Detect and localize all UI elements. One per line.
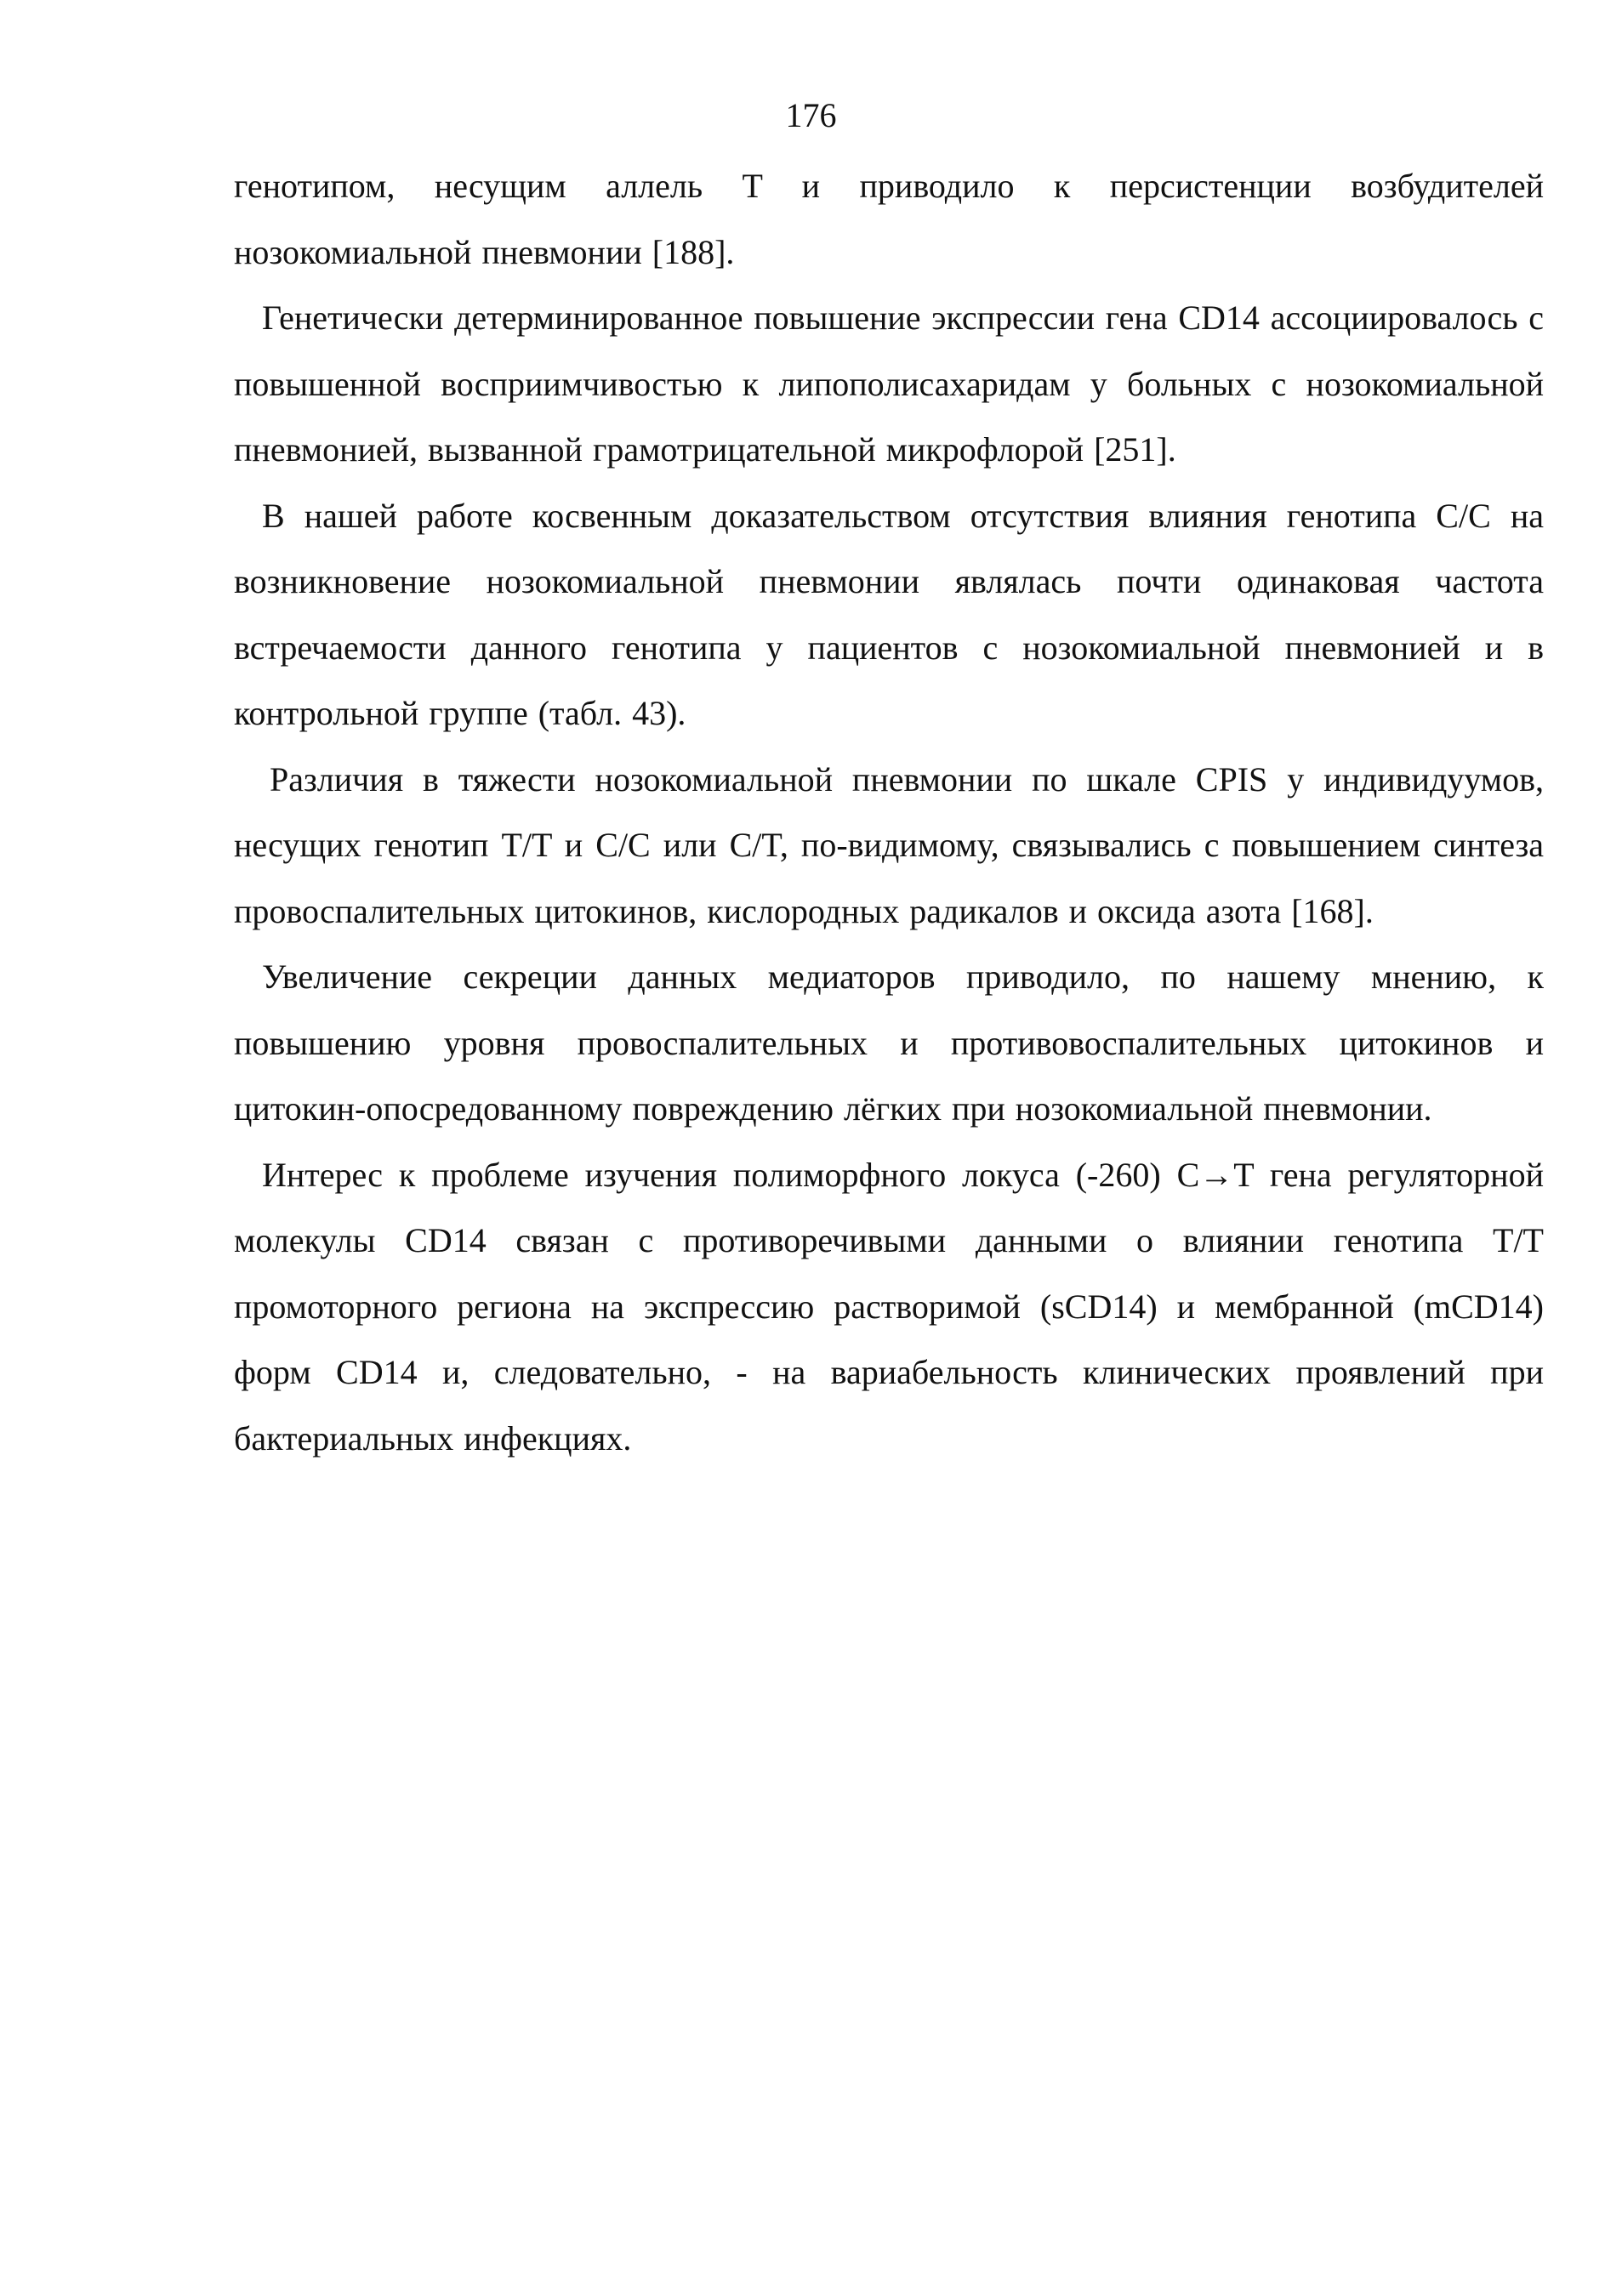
paragraph-mediators: Увеличение секреции данных медиаторов приводило, по нашему мнению, к повышению уровня провоспалительных и противовоспалительных цитокинов и цитокин-опосредованному повреждению лёгких при нозокомиальной пневмонии. bbox=[234, 958, 1544, 1128]
paragraph-cc-genotype: В нашей работе косвенным доказательством отсутствия влияния генотипа C/C на возникновение нозокомиальной пневмонии являлась почти одинаковая частота встречаемости данного генотипа у пациентов с нозокомиальной пневмонией и в контрольной группе (табл. 43). bbox=[234, 496, 1544, 732]
paragraph-polymorphic-locus: Интерес к проблеме изучения полиморфного локуса (-260) C→T гена регуляторной молекулы CD14 связан с противоречивыми данными о влиянии генотипа T/T промоторного региона на экспрессию растворимой (sCD14) и мембранной (mCD14) форм CD14 и, следовательно, - на вариабельность клинических проявлений при бактериальных инфекциях. bbox=[234, 1155, 1544, 1458]
page-number: 176 bbox=[785, 96, 837, 134]
body-text bbox=[234, 153, 1544, 1471]
paragraph-cpis-severity: Различия в тяжести нозокомиальной пневмонии по шкале CPIS у индивидуумов, несущих генотип T/T и C/C или C/T, по-видимому, связывались с повышением синтеза провоспалительных цитокинов, кислородных радикалов и оксида азота [168]. bbox=[234, 759, 1544, 930]
paragraph-continuation: генотипом, несущим аллель T и приводило к персистенции возбудителей нозокомиальной пневмонии [188]. bbox=[234, 167, 1544, 271]
paragraph-cd14-expression: Генетически детерминированное повышение экспрессии гена CD14 ассоциировалось с повышенной восприимчивостью к липополисахаридам у больных с нозокомиальной пневмонией, вызванной грамотрицательной микрофлорой [251]. bbox=[234, 298, 1544, 469]
